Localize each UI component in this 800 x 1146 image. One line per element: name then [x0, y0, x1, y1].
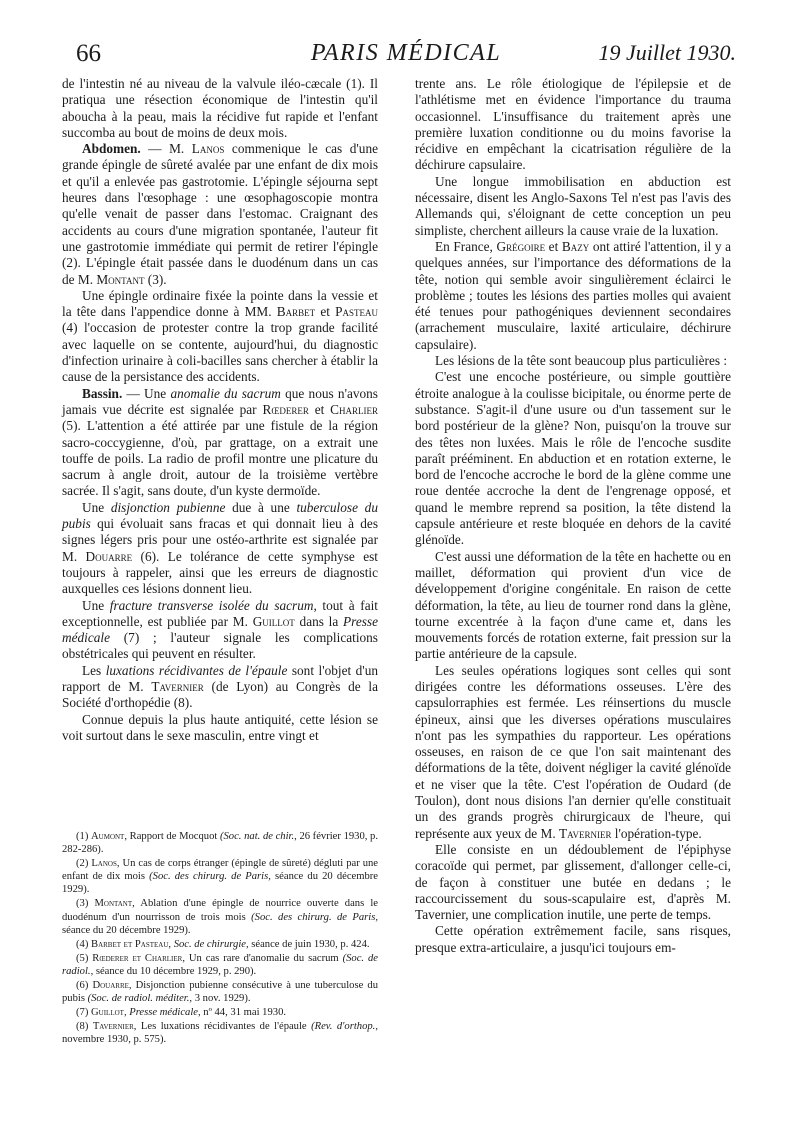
issue-date: 19 Juillet 1930. [598, 40, 736, 65]
footnotes [62, 830, 378, 1048]
paragraph-antiquity: Connue depuis la plus haute antiquité, cette lésion se voit surtout dans le sexe masculin, entre vingt et [62, 711, 378, 743]
author-name: Montant [96, 271, 145, 287]
paragraph-lesions: Les lésions de la tête sont beaucoup plus particulières : [435, 353, 728, 369]
author-name: Rœderer [262, 401, 309, 417]
paragraph-operations: Les seules opérations logiques sont celles qui sont dirigées contre les déformations osseuses. L'ère des capsulorraphies est fermée. Les réinsertions du muscle épineux, ainsi que les diverses opérations musculaires n'ont pas les sympathies du rapporteur. Les opérations osseuses, en raison de ce que l'on sait maintenant des déformations de la tête, doivent négliger la cavité glénoïde et ne viser que la tête. C'est l'opération de Oudard (de Toulon), dont nous disions l'an dernier qu'elle constituait un des grands progrès chirurgicaux de l'heure, qui représente aux yeux de M. Tavernier l'opération-type. [415, 662, 731, 841]
author-name: Charlier [330, 401, 379, 417]
paragraph-pubic: Une disjonction pubienne due à une tuberculose du pubis qui évoluait sans fracas et qui donnait lieu à des signes légers pris pour une ostéo-arthrite est signalée par M. Douarre (6). Le tolérance de cette symphyse est toujours à rappeler, ainsi que les erreurs de diagnostic auxquelles ces lésions donnent lieu. [62, 499, 378, 597]
section-heading-bassin: Bassin. [82, 385, 123, 401]
author-name: Bazy [561, 238, 590, 254]
author-name: Pasteau [335, 304, 378, 320]
author-name: Douarre [85, 548, 133, 564]
author-name: Tavernier [151, 678, 204, 694]
left-column [62, 76, 378, 744]
footnote: (2) Lanos, Un cas de corps étranger (épingle de sûreté) dégluti par une enfant de dix mois (Soc. des chirurg. de Paris, séance du 20 décembre 1929). [62, 858, 379, 896]
footnote: (5) Rœderer et Charlier, Un cas rare d'anomalie du sacrum (Soc. de radiol., séance du 10 décembre 1929, p. 290). [62, 952, 379, 977]
paragraph-abdomen: Abdomen. — M. Lanos commenique le cas d'une grande épingle de sûreté avalée par une enfant de dix mois et qu'il a enlevée pas gastrotomie. L'épingle séjourna sept heures dans l'œsophage : une œsophagoscopie montra qu'elle venait de passer dans l'estomac. Craignant des accidents au cours d'une migration spontanée, l'auteur fit une gastrotomie immédiate qui permit de retirer l'épingle (2). L'épingle était passée dans le duodénum dans un cas de M. Montant (3). [62, 141, 378, 287]
right-column [415, 76, 731, 956]
author-name: Lanos [191, 141, 225, 157]
author-name: Barbet [276, 304, 316, 320]
footnote: (7) Guillot, Presse médicale, nº 44, 31 mai 1930. [76, 1007, 287, 1019]
page-number: 66 [76, 40, 101, 67]
paragraph-coracoid: Elle consiste en un dédoublement de l'épiphyse coracoïde qui permet, par glissement, d'allonger celle-ci, de façon à constituer une butée en dedans ; le raccourcissement du sous-scapulaire est, d'après M. Tavernier, une complication inutile, une perte de temps. [415, 841, 731, 923]
footnote: (4) Barbet et Pasteau, Soc. de chirurgie, séance de juin 1930, p. 424. [76, 938, 370, 950]
paragraph-france: En France, Grégoire et Bazy ont attiré l'attention, il y a quelques années, sur l'importance des déformations de la tête, notion qui semble avoir singulièrement éclairci le problème ; toutes les lésions des parties molles qui avaient été tenues pour pathogéniques deviennent secondaires (arrachement musculaire, laxité articulaire, déchirure capsulaire). [415, 238, 732, 352]
paragraph-sacrum-fracture: Une fracture transverse isolée du sacrum, tout à fait exceptionnelle, est publiée par M. Guillot dans la Presse médicale (7) ; l'auteur signale les complications obstétricales qui peuvent en résulter. [62, 597, 378, 662]
footnote: (1) Aumont, Rapport de Mocquot (Soc. nat. de chir., 26 février 1930, p. 282-286). [62, 831, 378, 856]
author-name: Grégoire [496, 238, 546, 254]
journal-title: PARIS MÉDICAL [310, 40, 502, 66]
section-heading-abdomen: Abdomen. [82, 141, 141, 157]
paragraph-intestine: de l'intestin né au niveau de la valvule iléo-cæcale (1). Il pratiqua une résection économique de l'intestin qu'il aboucha à la peau, mais la récidive fut rapide et l'enfant succomba au bout de moins de deux mois. [62, 76, 378, 140]
paragraph-hachette: C'est aussi une déformation de la tête en hachette ou en maillet, déformation qui provient d'un vice de développement d'origine congénitale. En raison de cette déformation, la tête, au lieu de tourner rond dans la glène, tourne excentrée à la façon d'une came et, dans les mouvements forcés de rotation externe, fait pression sur la partie antérieure de la capsule. [415, 548, 731, 662]
paragraph-extra-articular: Cette opération extrêmement facile, sans risques, presque extra-articulaire, a jusqu'ici toujours em- [415, 923, 731, 955]
paragraph-encoche: C'est une encoche postérieure, ou simple gouttière étroite analogue à la coulisse bicipitale, ou énorme perte de substance. S'agit-il d'une usure ou d'un tassement sur le bord postérieur de la glène? Non, puisqu'on la trouve sur des têtes non luxées. Mais le rôle de l'encoche susdite paraît prééminent. En abduction et en rotation externe, le bord de l'encoche accroche le bord de la glène comme une roue dentée accroche la dent de l'engrenage opposé, et quand le membre reprend sa position, la tête distend la capsule antérieure et reste bloquée en dehors de la cavité glénoïde. [415, 369, 731, 548]
footnote: (8) Tavernier, Les luxations récidivantes de l'épaule (Rev. d'orthop., novembre 1930, p. 575). [62, 1021, 378, 1046]
paragraph-etiology: trente ans. Le rôle étiologique de l'épilepsie et de l'athlétisme met en évidence l'importance du trauma occasionnel. L'insuffisance du traitement après une première luxation conditionne ou du moins favorise la récidive en empêchant la cicatrisation régulière de la déchirure capsulaire. [415, 76, 731, 173]
paragraph-pin-bladder: Une épingle ordinaire fixée la pointe dans la vessie et la tête dans l'appendice donne à MM. Barbet et Pasteau (4) l'occasion de protester contre la trop grande facilité avec laquelle on se contente, aujourd'hui, du diagnostic d'infection urinaire à coli-bacilles sans chercher à établir la cause de la persistance des accidents. [62, 287, 378, 385]
author-name: Guillot [252, 613, 295, 629]
page-header [76, 40, 736, 70]
paragraph-shoulder: Les luxations récidivantes de l'épaule sont l'objet d'un rapport de M. Tavernier (de Lyon) au Congrès de la Société d'orthopédie (8). [62, 662, 378, 711]
paragraph-bassin: Bassin. — Une anomalie du sacrum que nous n'avons jamais vue décrite est signalée par Rœderer et Charlier (5). L'attention a été attirée par une fistule de la région sacro-coccygienne, d'où, par grattage, on a extrait une touffe de poils. La radio de profil montre une plicature du sacrum à angle droit, autour de la troisième vertèbre sacrée. Il s'agit, sans doute, d'un kyste dermoïde. [62, 385, 379, 499]
author-name: Tavernier [559, 825, 612, 841]
footnote: (6) Douarre, Disjonction pubienne consécutive à une tuberculose du pubis (Soc. de radiol. méditer., 3 nov. 1929). [62, 980, 378, 1005]
footnote: (3) Montant, Ablation d'une épingle de nourrice ouverte dans le duodénum d'un nourrisson de trois mois (Soc. des chirurg. de Paris, séance du 20 décembre 1929). [62, 898, 379, 936]
paragraph-immobilisation: Une longue immobilisation en abduction est nécessaire, disent les Anglo-Saxons Tel n'est pas l'avis des Allemands qui, s'éloignant de cette conception un peu simpliste, cherchent ailleurs la cause vraie de la luxation. [415, 173, 731, 238]
